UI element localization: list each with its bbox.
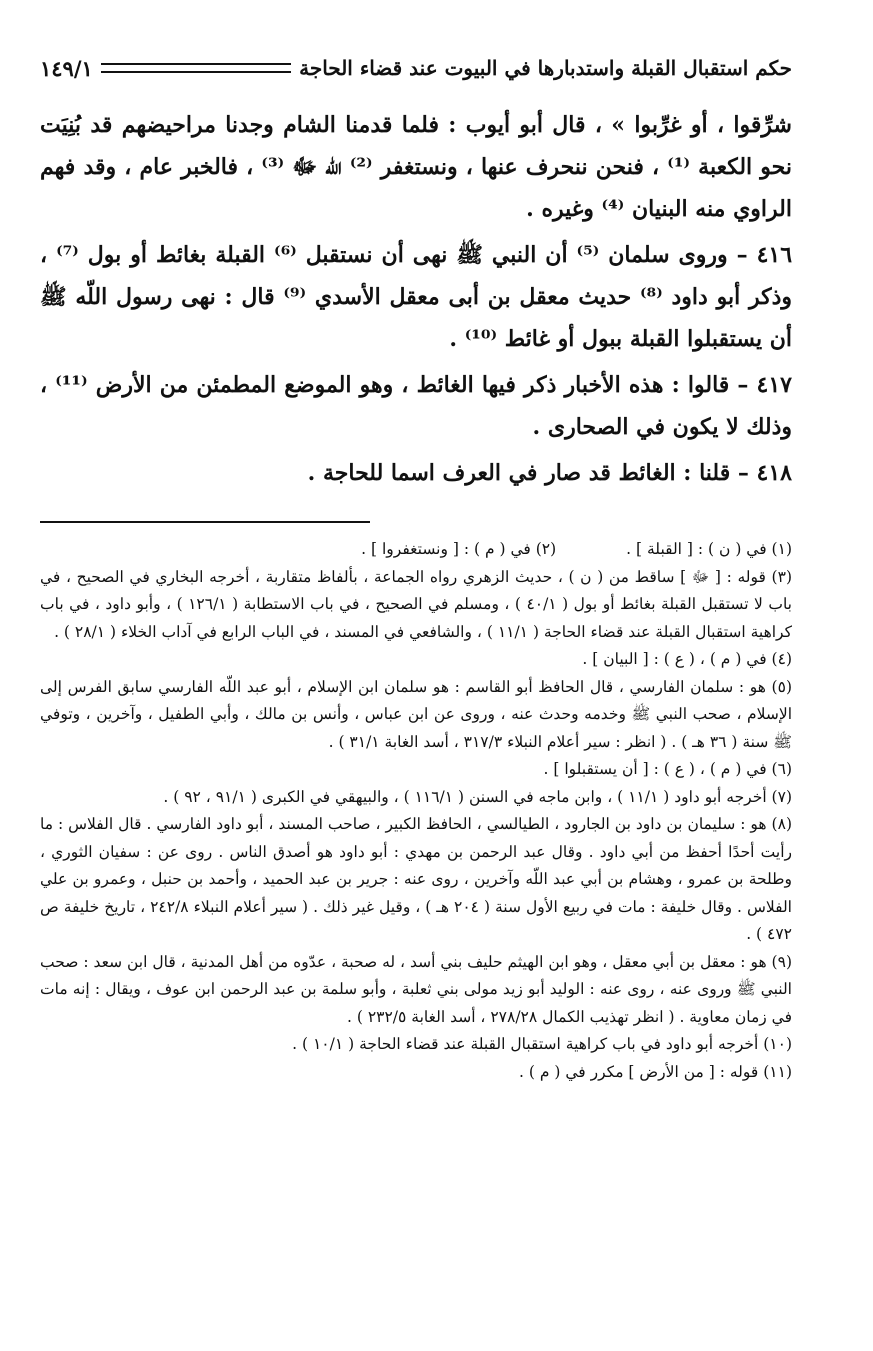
- footnote: (٤) في ( م ) ، ( ع ) : [ البيان ] .: [582, 650, 792, 668]
- header-rule: [101, 63, 291, 73]
- book-page: [40, 0, 792, 1351]
- footnote: (٦) في ( م ) ، ( ع ) : [ أن يستقبلوا ] .: [543, 760, 792, 778]
- footnote: (٩) هو : معقل بن أبي معقل ، وهو ابن الهيثم حليف بني أسد ، له صحبة ، عدّوه من أهل المدنية ، قال ابن سعد : صحب النبي ﷺ وروى عنه ، روى عنه : الوليد أبو زيد مولى بني ثعلبة ، وأبو سلمة بن عبد الرحمن ابن عوف ، ويقال : إنه مات في زمان معاوية . ( انظر تهذيب الكمال ٢٧٨/٢٨ ، أسد الغابة ٢٣٢/٥ ) .: [40, 952, 792, 1026]
- footnote: (٨) هو : سليمان بن داود بن الجارود ، الطيالسي ، الحافظ الكبير ، صاحب المسند ، أبو داود الفارسي . قال الفلاس : ما رأيت أحدًا أحفظ من أبي داود . وقال عبد الرحمن بن مهدي : أبو داود هو أصدق الناس . روى عن : سفيان الثوري ، وطلحة بن عمرو ، وهشام بن أبي عبد اللّه وآخرين ، روى عنه : جرير بن عبد الحميد ، وأحمد بن حنبل ، وعمرو بن علي الفلاس . وقال خليفة : مات في ربيع الأول سنة ( ٢٠٤ هـ ) ، وقيل غير ذلك . ( سير أعلام النبلاء ٢٤٢/٨ ، تاريخ خليفة ص ٤٧٢ ) .: [40, 815, 792, 943]
- body-paragraph: ٤١٧ – قالوا : هذه الأخبار ذكر فيها الغائط ، وهو الموضع المطمئن من الأرض ⁽¹¹⁾ ، وذلك لا يكون في الصحارى .: [40, 372, 792, 440]
- page-number: ١٤٩/١: [40, 55, 93, 81]
- footnotes: [40, 536, 792, 1086]
- footnote: (٧) أخرجه أبو داود ( ١١/١ ) ، وابن ماجه في السنن ( ١١٦/١ ) ، والبيهقي في الكبرى ( ٩١/١ ، ٩٢ ) .: [163, 787, 792, 806]
- body-paragraph: ٤١٨ – قلنا : الغائط قد صار في العرف اسما للحاجة .: [307, 460, 792, 486]
- running-header: [40, 50, 792, 86]
- body-paragraph: ٤١٦ – وروى سلمان ⁽⁵⁾ أن النبي ﷺ نهى أن نستقبل ⁽⁶⁾ القبلة بغائط أو بول ⁽⁷⁾ ، وذكر أبو داود ⁽⁸⁾ حديث معقل بن أبى معقل الأسدي ⁽⁹⁾ قال : نهى رسول اللّه ﷺ أن يستقبلوا القبلة ببول أو غائط ⁽¹⁰⁾ .: [40, 242, 793, 352]
- footnote-separator: [40, 521, 370, 523]
- footnote: (١٠) أخرجه أبو داود في باب كراهية استقبال القبلة عند قضاء الحاجة ( ١٠/١ ) .: [292, 1035, 792, 1053]
- header-title: حكم استقبال القبلة واستدبارها في البيوت عند قضاء الحاجة: [299, 56, 792, 80]
- footnote: (٣) قوله : [ ﷻ ] ساقط من ( ن ) ، حديث الزهري رواه الجماعة ، بألفاظ متقاربة ، أخرجه البخاري في الصحيح ، في باب لا تستقبل القبلة بغائط أو بول ( ٤٠/١ ) ، ومسلم في الصحيح ، في باب الاستطابة ( ١٢٦/١ ) ، وأبو داود ، في باب كراهية استقبال القبلة عند قضاء الحاجة ( ١١/١ ) ، والشافعي في المسند ، في الباب الرابع في آداب الخلاء ( ٢٨/١ ) .: [40, 567, 793, 641]
- footnote: (٢) في ( م ) : [ ونستغفروا ] .: [361, 540, 557, 558]
- footnote: (٥) هو : سلمان الفارسي ، قال الحافظ أبو القاسم : هو سلمان ابن الإسلام ، أبو عبد اللّه الفارسي سابق الفرس إلى الإسلام ، صحب النبي ﷺ وخدمه وحدث عنه ، وروى عن ابن عباس ، وأنس بن مالك ، وأبي الطفيل ، وآخرين ، وتوفي ﷺ سنة ( ٣٦ هـ ) . ( انظر : سير أعلام النبلاء ٣١٧/٣ ، أسد الغابة ٣١/١ ) .: [40, 677, 792, 751]
- footnote-row: [40, 536, 792, 564]
- footnote: (١) في ( ن ) : [ القبلة ] .: [626, 540, 792, 558]
- body-paragraph: شرِّقوا ، أو غرِّبوا » ، قال أبو أيوب : فلما قدمنا الشام وجدنا مراحيضهم قد بُنِيَت نحو الكعبة ⁽¹⁾ ، فنحن ننحرف عنها ، ونستغفر ⁽²⁾ اللّه ﷻ ⁽³⁾ ، فالخبر عام ، وقد فهم الراوي منه البنيان ⁽⁴⁾ وغيره .: [40, 112, 792, 222]
- main-text: [40, 104, 792, 498]
- footnote: (١١) قوله : [ من الأرض ] مكرر في ( م ) .: [519, 1062, 792, 1081]
